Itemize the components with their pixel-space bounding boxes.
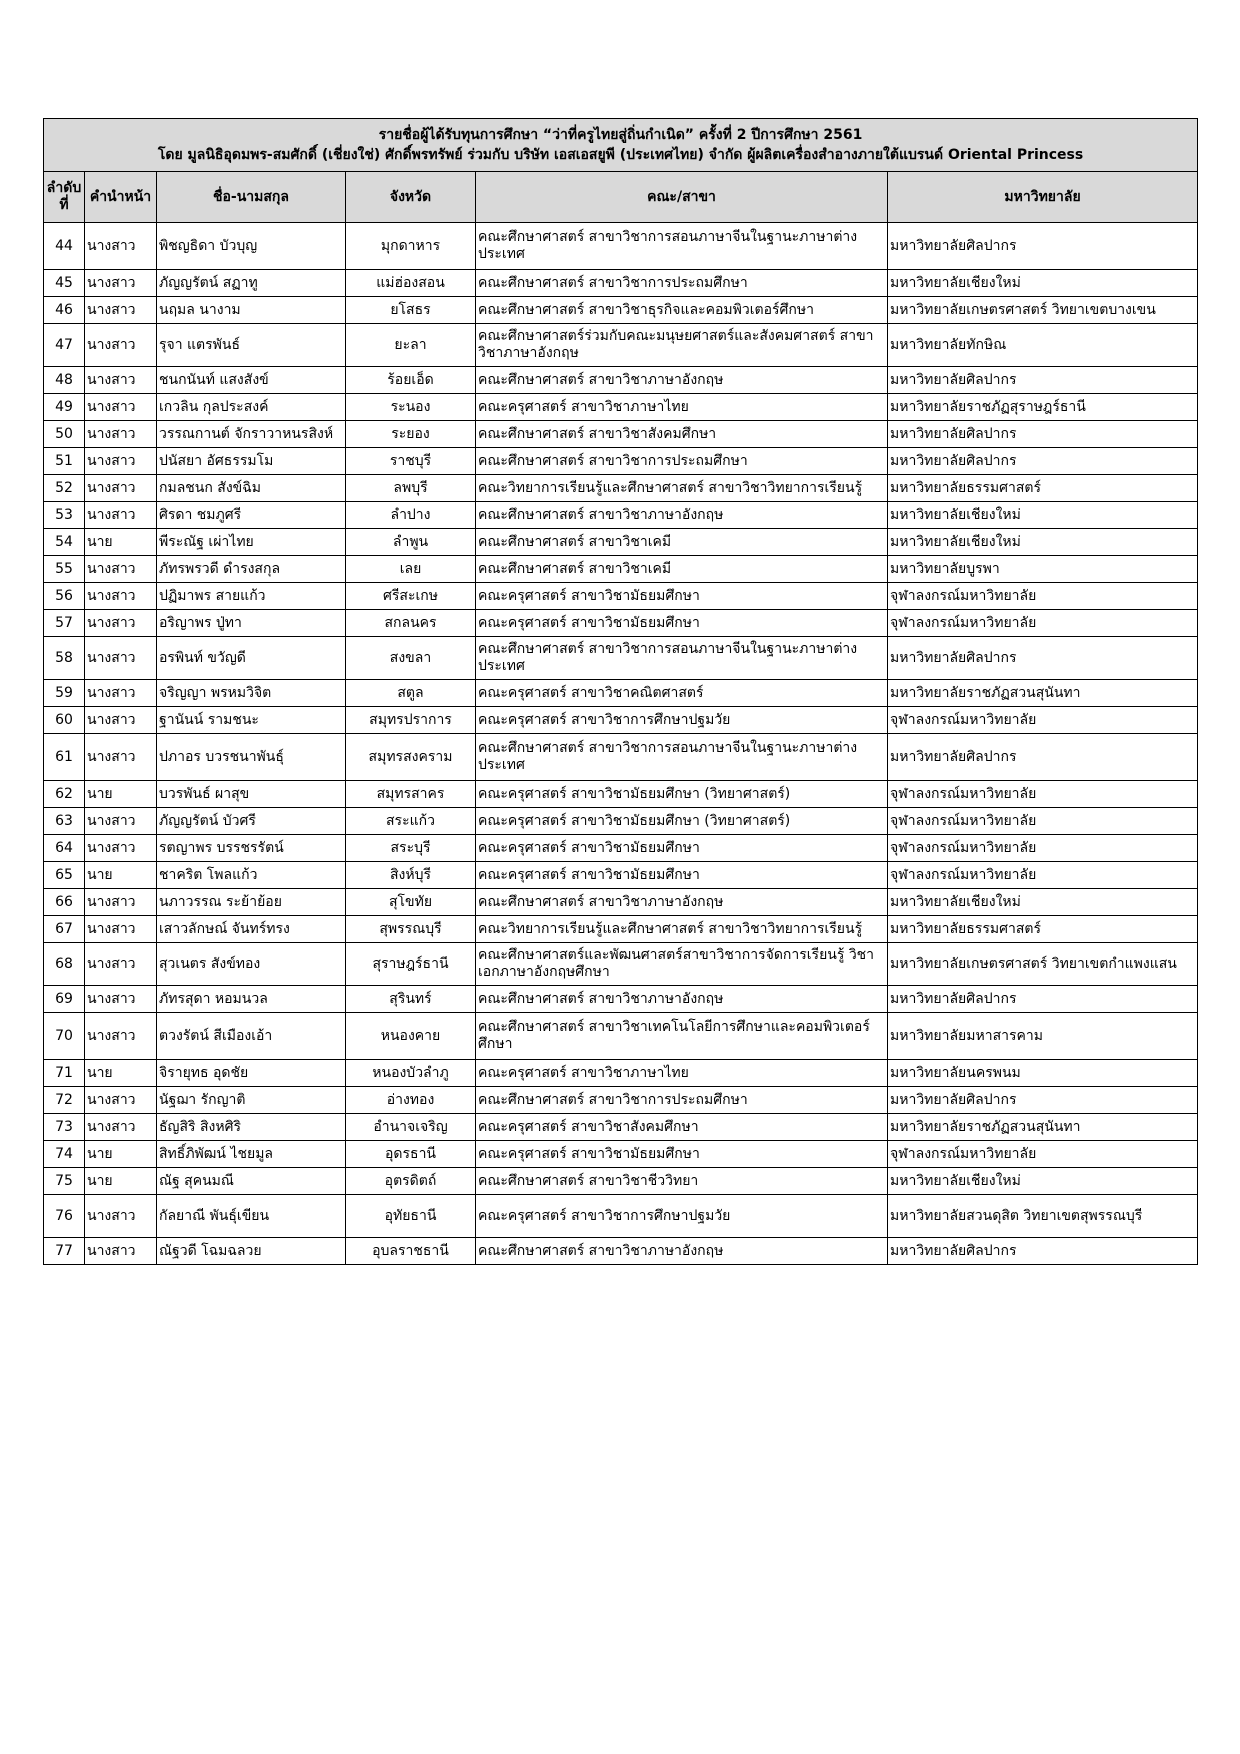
row-number: 66	[44, 889, 85, 916]
row-number: 71	[44, 1060, 85, 1087]
table-row	[44, 1013, 1198, 1060]
row-province: อุบลราชธานี	[346, 1238, 476, 1265]
row-full-name: ภัญญรัตน์ สฏาทู	[157, 270, 346, 297]
row-full-name: สิทธิ์ภิพัฒน์ ไชยมูล	[157, 1141, 346, 1168]
row-university: มหาวิทยาลัยศิลปากร	[888, 734, 1198, 781]
table-row	[44, 394, 1198, 421]
row-prefix: นางสาว	[85, 475, 157, 502]
row-faculty: คณะศึกษาศาสตร์ สาขาวิชาสังคมศึกษา	[476, 421, 888, 448]
table-row	[44, 475, 1198, 502]
row-faculty: คณะครุศาสตร์ สาขาวิชามัธยมศึกษา (วิทยาศาสตร์)	[476, 808, 888, 835]
row-faculty: คณะครุศาสตร์ สาขาวิชามัธยมศึกษา (วิทยาศาสตร์)	[476, 781, 888, 808]
row-faculty: คณะศึกษาศาสตร์และพัฒนศาสตร์สาขาวิชาการจัดการเรียนรู้ วิชาเอกภาษาอังกฤษศึกษา	[476, 943, 888, 986]
row-number: 70	[44, 1013, 85, 1060]
row-full-name: ตวงรัตน์ สีเมืองเอ้า	[157, 1013, 346, 1060]
title-line-1: รายชื่อผู้ได้รับทุนการศึกษา “ว่าที่ครูไทยสู่ถิ่นกำเนิด” ครั้งที่ 2 ปีการศึกษา 2561	[378, 127, 863, 143]
row-faculty: คณะครุศาสตร์ สาขาวิชามัธยมศึกษา	[476, 610, 888, 637]
row-number: 44	[44, 223, 85, 270]
row-prefix: นาย	[85, 862, 157, 889]
row-number: 68	[44, 943, 85, 986]
row-full-name: ฐานันน์ รามชนะ	[157, 707, 346, 734]
row-province: เลย	[346, 556, 476, 583]
table-row	[44, 916, 1198, 943]
table-row	[44, 986, 1198, 1013]
row-number: 74	[44, 1141, 85, 1168]
table-row	[44, 1087, 1198, 1114]
row-number: 64	[44, 835, 85, 862]
row-university: มหาวิทยาลัยศิลปากร	[888, 1238, 1198, 1265]
row-university: มหาวิทยาลัยบูรพา	[888, 556, 1198, 583]
row-prefix: นางสาว	[85, 324, 157, 367]
table-row	[44, 862, 1198, 889]
table-row	[44, 1141, 1198, 1168]
row-prefix: นางสาว	[85, 583, 157, 610]
row-number: 52	[44, 475, 85, 502]
row-full-name: นภาวรรณ ระย้าย้อย	[157, 889, 346, 916]
row-province: ร้อยเอ็ด	[346, 367, 476, 394]
table-row	[44, 297, 1198, 324]
row-university: จุฬาลงกรณ์มหาวิทยาลัย	[888, 610, 1198, 637]
row-number: 65	[44, 862, 85, 889]
row-full-name: เกวลิน กุลประสงค์	[157, 394, 346, 421]
table-row	[44, 324, 1198, 367]
row-number: 46	[44, 297, 85, 324]
row-province: สตูล	[346, 680, 476, 707]
row-university: มหาวิทยาลัยศิลปากร	[888, 367, 1198, 394]
row-university: มหาวิทยาลัยเชียงใหม่	[888, 889, 1198, 916]
row-full-name: ชาคริต โพลแก้ว	[157, 862, 346, 889]
row-full-name: วรรณกานต์ จักราวาหนรสิงห์	[157, 421, 346, 448]
row-university: มหาวิทยาลัยศิลปากร	[888, 448, 1198, 475]
row-province: อ่างทอง	[346, 1087, 476, 1114]
row-full-name: เสาวลักษณ์ จันทร์ทรง	[157, 916, 346, 943]
row-province: ลพบุรี	[346, 475, 476, 502]
row-faculty: คณะศึกษาศาสตร์ สาขาวิชาการประถมศึกษา	[476, 448, 888, 475]
table-row	[44, 583, 1198, 610]
row-number: 55	[44, 556, 85, 583]
row-province: สงขลา	[346, 637, 476, 680]
table-row	[44, 734, 1198, 781]
row-number: 61	[44, 734, 85, 781]
row-university: จุฬาลงกรณ์มหาวิทยาลัย	[888, 835, 1198, 862]
row-province: สระแก้ว	[346, 808, 476, 835]
row-full-name: ธัญสิริ สิงหศิริ	[157, 1114, 346, 1141]
row-university: มหาวิทยาลัยธรรมศาสตร์	[888, 475, 1198, 502]
row-full-name: พีระณัฐ เผ่าไทย	[157, 529, 346, 556]
row-full-name: ภัญญรัตน์ บัวศรี	[157, 808, 346, 835]
row-province: สุราษฎร์ธานี	[346, 943, 476, 986]
row-province: มุกดาหาร	[346, 223, 476, 270]
table-row	[44, 835, 1198, 862]
row-faculty: คณะศึกษาศาสตร์ สาขาวิชาการสอนภาษาจีนในฐานะภาษาต่างประเทศ	[476, 223, 888, 270]
row-faculty: คณะครุศาสตร์ สาขาวิชาภาษาไทย	[476, 1060, 888, 1087]
row-province: ลำปาง	[346, 502, 476, 529]
row-faculty: คณะศึกษาศาสตร์ สาขาวิชาเคมี	[476, 529, 888, 556]
row-province: สกลนคร	[346, 610, 476, 637]
row-prefix: นางสาว	[85, 943, 157, 986]
row-prefix: นางสาว	[85, 889, 157, 916]
table-row	[44, 781, 1198, 808]
row-faculty: คณะศึกษาศาสตร์ สาขาวิชาภาษาอังกฤษ	[476, 1238, 888, 1265]
row-faculty: คณะศึกษาศาสตร์ สาขาวิชาภาษาอังกฤษ	[476, 367, 888, 394]
row-faculty: คณะศึกษาศาสตร์ สาขาวิชาเทคโนโลยีการศึกษาและคอมพิวเตอร์ศึกษา	[476, 1013, 888, 1060]
row-university: จุฬาลงกรณ์มหาวิทยาลัย	[888, 808, 1198, 835]
row-university: มหาวิทยาลัยมหาสารคาม	[888, 1013, 1198, 1060]
row-full-name: ปนัสยา อัศธรรมโม	[157, 448, 346, 475]
table-row	[44, 637, 1198, 680]
row-number: 47	[44, 324, 85, 367]
row-full-name: ชนกนันท์ แสงสังข์	[157, 367, 346, 394]
row-faculty: คณะศึกษาศาสตร์ สาขาวิชาการสอนภาษาจีนในฐานะภาษาต่างประเทศ	[476, 637, 888, 680]
row-province: อุดรธานี	[346, 1141, 476, 1168]
row-prefix: นางสาว	[85, 707, 157, 734]
row-university: มหาวิทยาลัยศิลปากร	[888, 1087, 1198, 1114]
row-university: มหาวิทยาลัยเชียงใหม่	[888, 529, 1198, 556]
row-province: สิงห์บุรี	[346, 862, 476, 889]
row-university: มหาวิทยาลัยเชียงใหม่	[888, 502, 1198, 529]
row-prefix: นาย	[85, 529, 157, 556]
row-number: 73	[44, 1114, 85, 1141]
row-prefix: นางสาว	[85, 734, 157, 781]
row-prefix: นาย	[85, 1060, 157, 1087]
row-province: สุรินทร์	[346, 986, 476, 1013]
row-full-name: อรพินท์ ขวัญดี	[157, 637, 346, 680]
row-full-name: ปภาอร บวรชนาพันธุ์	[157, 734, 346, 781]
row-prefix: นางสาว	[85, 986, 157, 1013]
row-full-name: พิชญธิดา บัวบุญ	[157, 223, 346, 270]
row-faculty: คณะศึกษาศาสตร์ สาขาวิชาภาษาอังกฤษ	[476, 986, 888, 1013]
row-prefix: นางสาว	[85, 610, 157, 637]
table-row	[44, 1195, 1198, 1238]
row-full-name: ภัทรสุดา หอมนวล	[157, 986, 346, 1013]
row-prefix: นางสาว	[85, 916, 157, 943]
row-full-name: กมลชนก สังข์ฉิม	[157, 475, 346, 502]
table-row	[44, 223, 1198, 270]
row-university: มหาวิทยาลัยศิลปากร	[888, 637, 1198, 680]
title-line-2: โดย มูลนิธิอุดมพร-สมศักดิ์ (เชี่ยงใช่) ศักดิ์พรทรัพย์ ร่วมกับ บริษัท เอสเอสยูพี (ประเทศไทย) จำกัด ผู้ผลิตเครื่องสำอางภายใต้แบรนด์ Oriental Princess	[157, 147, 1084, 163]
row-province: ยะลา	[346, 324, 476, 367]
row-number: 51	[44, 448, 85, 475]
row-number: 59	[44, 680, 85, 707]
row-prefix: นาย	[85, 781, 157, 808]
row-number: 57	[44, 610, 85, 637]
row-number: 62	[44, 781, 85, 808]
table-row	[44, 421, 1198, 448]
row-number: 77	[44, 1238, 85, 1265]
row-full-name: บวรพันธ์ ผาสุข	[157, 781, 346, 808]
row-university: จุฬาลงกรณ์มหาวิทยาลัย	[888, 707, 1198, 734]
table-body	[44, 223, 1198, 1265]
row-province: สมุทรสงคราม	[346, 734, 476, 781]
row-prefix: นางสาว	[85, 1195, 157, 1238]
row-province: สมุทรปราการ	[346, 707, 476, 734]
row-faculty: คณะครุศาสตร์ สาขาวิชาการศึกษาปฐมวัย	[476, 707, 888, 734]
row-province: อำนาจเจริญ	[346, 1114, 476, 1141]
row-full-name: นัฐฌา รักญาติ	[157, 1087, 346, 1114]
row-full-name: ปฏิมาพร สายแก้ว	[157, 583, 346, 610]
table-row	[44, 808, 1198, 835]
row-faculty: คณะศึกษาศาสตร์ สาขาวิชาธุรกิจและคอมพิวเตอร์ศึกษา	[476, 297, 888, 324]
row-full-name: นฤมล นางาม	[157, 297, 346, 324]
row-faculty: คณะศึกษาศาสตร์ สาขาวิชาภาษาอังกฤษ	[476, 889, 888, 916]
row-number: 76	[44, 1195, 85, 1238]
row-province: ระยอง	[346, 421, 476, 448]
row-number: 54	[44, 529, 85, 556]
row-prefix: นางสาว	[85, 680, 157, 707]
row-university: มหาวิทยาลัยศิลปากร	[888, 986, 1198, 1013]
row-province: แม่ฮ่องสอน	[346, 270, 476, 297]
row-university: มหาวิทยาลัยทักษิณ	[888, 324, 1198, 367]
table-row	[44, 367, 1198, 394]
row-prefix: นางสาว	[85, 835, 157, 862]
header-prefix: คำนำหน้า	[85, 172, 157, 223]
row-province: หนองคาย	[346, 1013, 476, 1060]
table-row	[44, 610, 1198, 637]
scholarship-table	[43, 118, 1198, 1265]
row-university: จุฬาลงกรณ์มหาวิทยาลัย	[888, 862, 1198, 889]
table-row	[44, 529, 1198, 556]
row-university: มหาวิทยาลัยราชภัฏสวนสุนันทา	[888, 680, 1198, 707]
row-full-name: จิรายุทธ อุดชัย	[157, 1060, 346, 1087]
row-faculty: คณะศึกษาศาสตร์ สาขาวิชาการประถมศึกษา	[476, 1087, 888, 1114]
row-full-name: รุจา แตรพันธ์	[157, 324, 346, 367]
table-row	[44, 943, 1198, 986]
row-prefix: นางสาว	[85, 1013, 157, 1060]
row-university: จุฬาลงกรณ์มหาวิทยาลัย	[888, 781, 1198, 808]
row-number: 63	[44, 808, 85, 835]
row-prefix: นางสาว	[85, 421, 157, 448]
header-province: จังหวัด	[346, 172, 476, 223]
row-prefix: นางสาว	[85, 556, 157, 583]
row-number: 60	[44, 707, 85, 734]
row-number: 49	[44, 394, 85, 421]
row-faculty: คณะวิทยาการเรียนรู้และศึกษาศาสตร์ สาขาวิชาวิทยาการเรียนรู้	[476, 475, 888, 502]
row-prefix: นางสาว	[85, 502, 157, 529]
row-full-name: สุวเนตร สังข์ทอง	[157, 943, 346, 986]
row-province: สระบุรี	[346, 835, 476, 862]
row-prefix: นางสาว	[85, 1238, 157, 1265]
header-university: มหาวิทยาลัย	[888, 172, 1198, 223]
table-title	[44, 119, 1198, 172]
row-faculty: คณะครุศาสตร์ สาขาวิชามัธยมศึกษา	[476, 835, 888, 862]
table-row	[44, 707, 1198, 734]
row-number: 50	[44, 421, 85, 448]
row-prefix: นางสาว	[85, 1087, 157, 1114]
row-university: จุฬาลงกรณ์มหาวิทยาลัย	[888, 1141, 1198, 1168]
row-number: 72	[44, 1087, 85, 1114]
row-full-name: กัลยาณี พันธุ์เขียน	[157, 1195, 346, 1238]
row-number: 67	[44, 916, 85, 943]
row-faculty: คณะศึกษาศาสตร์ สาขาวิชาการสอนภาษาจีนในฐานะภาษาต่างประเทศ	[476, 734, 888, 781]
row-university: มหาวิทยาลัยราชภัฏสวนสุนันทา	[888, 1114, 1198, 1141]
row-number: 45	[44, 270, 85, 297]
row-province: หนองบัวลำภู	[346, 1060, 476, 1087]
row-university: มหาวิทยาลัยศิลปากร	[888, 421, 1198, 448]
header-no: ลำดับที่	[44, 172, 85, 223]
row-faculty: คณะศึกษาศาสตร์ สาขาวิชาการประถมศึกษา	[476, 270, 888, 297]
row-faculty: คณะศึกษาศาสตร์ร่วมกับคณะมนุษยศาสตร์และสังคมศาสตร์ สาขาวิชาภาษาอังกฤษ	[476, 324, 888, 367]
row-faculty: คณะครุศาสตร์ สาขาวิชามัธยมศึกษา	[476, 1141, 888, 1168]
table-row	[44, 502, 1198, 529]
table-row	[44, 1114, 1198, 1141]
table-row	[44, 1238, 1198, 1265]
row-university: มหาวิทยาลัยราชภัฏสุราษฎร์ธานี	[888, 394, 1198, 421]
row-number: 48	[44, 367, 85, 394]
table-row	[44, 448, 1198, 475]
row-faculty: คณะศึกษาศาสตร์ สาขาวิชาเคมี	[476, 556, 888, 583]
row-university: มหาวิทยาลัยสวนดุสิต วิทยาเขตสุพรรณบุรี	[888, 1195, 1198, 1238]
row-university: มหาวิทยาลัยเชียงใหม่	[888, 1168, 1198, 1195]
table-row	[44, 556, 1198, 583]
table-row	[44, 1060, 1198, 1087]
row-full-name: ศิรดา ชมภูศรี	[157, 502, 346, 529]
row-faculty: คณะครุศาสตร์ สาขาวิชาคณิตศาสตร์	[476, 680, 888, 707]
row-faculty: คณะครุศาสตร์ สาขาวิชามัธยมศึกษา	[476, 862, 888, 889]
row-full-name: ณัฐ สุคนมณี	[157, 1168, 346, 1195]
row-full-name: จริญญา พรหมวิจิต	[157, 680, 346, 707]
row-prefix: นางสาว	[85, 223, 157, 270]
table-row	[44, 680, 1198, 707]
row-prefix: นาย	[85, 1168, 157, 1195]
row-faculty: คณะครุศาสตร์ สาขาวิชาสังคมศึกษา	[476, 1114, 888, 1141]
table-row	[44, 889, 1198, 916]
row-full-name: อริญาพร ปู่ทา	[157, 610, 346, 637]
row-number: 58	[44, 637, 85, 680]
row-full-name: รตญาพร บรรชรรัตน์	[157, 835, 346, 862]
row-province: ระนอง	[346, 394, 476, 421]
row-province: อุทัยธานี	[346, 1195, 476, 1238]
row-university: มหาวิทยาลัยนครพนม	[888, 1060, 1198, 1087]
row-prefix: นางสาว	[85, 270, 157, 297]
row-province: สมุทรสาคร	[346, 781, 476, 808]
table-row	[44, 1168, 1198, 1195]
row-faculty: คณะครุศาสตร์ สาขาวิชาการศึกษาปฐมวัย	[476, 1195, 888, 1238]
row-province: ยโสธร	[346, 297, 476, 324]
row-faculty: คณะครุศาสตร์ สาขาวิชามัธยมศึกษา	[476, 583, 888, 610]
row-prefix: นางสาว	[85, 367, 157, 394]
row-province: สุพรรณบุรี	[346, 916, 476, 943]
row-prefix: นางสาว	[85, 1114, 157, 1141]
row-number: 56	[44, 583, 85, 610]
row-province: อุตรดิตถ์	[346, 1168, 476, 1195]
row-province: ลำพูน	[346, 529, 476, 556]
row-faculty: คณะครุศาสตร์ สาขาวิชาภาษาไทย	[476, 394, 888, 421]
row-prefix: นางสาว	[85, 808, 157, 835]
row-prefix: นางสาว	[85, 637, 157, 680]
row-province: ราชบุรี	[346, 448, 476, 475]
row-university: มหาวิทยาลัยศิลปากร	[888, 223, 1198, 270]
row-province: สุโขทัย	[346, 889, 476, 916]
row-prefix: นางสาว	[85, 297, 157, 324]
row-prefix: นาย	[85, 1141, 157, 1168]
row-prefix: นางสาว	[85, 448, 157, 475]
row-prefix: นางสาว	[85, 394, 157, 421]
row-faculty: คณะศึกษาศาสตร์ สาขาวิชาชีววิทยา	[476, 1168, 888, 1195]
row-university: มหาวิทยาลัยเกษตรศาสตร์ วิทยาเขตกำแพงแสน	[888, 943, 1198, 986]
row-number: 75	[44, 1168, 85, 1195]
row-university: มหาวิทยาลัยธรรมศาสตร์	[888, 916, 1198, 943]
row-faculty: คณะวิทยาการเรียนรู้และศึกษาศาสตร์ สาขาวิชาวิทยาการเรียนรู้	[476, 916, 888, 943]
row-faculty: คณะศึกษาศาสตร์ สาขาวิชาภาษาอังกฤษ	[476, 502, 888, 529]
row-number: 53	[44, 502, 85, 529]
row-full-name: ณัฐวดี โฉมฉลวย	[157, 1238, 346, 1265]
row-full-name: ภัทรพรวดี ดำรงสกุล	[157, 556, 346, 583]
header-faculty: คณะ/สาขา	[476, 172, 888, 223]
table-row	[44, 270, 1198, 297]
row-number: 69	[44, 986, 85, 1013]
header-name: ชื่อ-นามสกุล	[157, 172, 346, 223]
row-province: ศรีสะเกษ	[346, 583, 476, 610]
row-university: จุฬาลงกรณ์มหาวิทยาลัย	[888, 583, 1198, 610]
row-university: มหาวิทยาลัยเกษตรศาสตร์ วิทยาเขตบางเขน	[888, 297, 1198, 324]
row-university: มหาวิทยาลัยเชียงใหม่	[888, 270, 1198, 297]
